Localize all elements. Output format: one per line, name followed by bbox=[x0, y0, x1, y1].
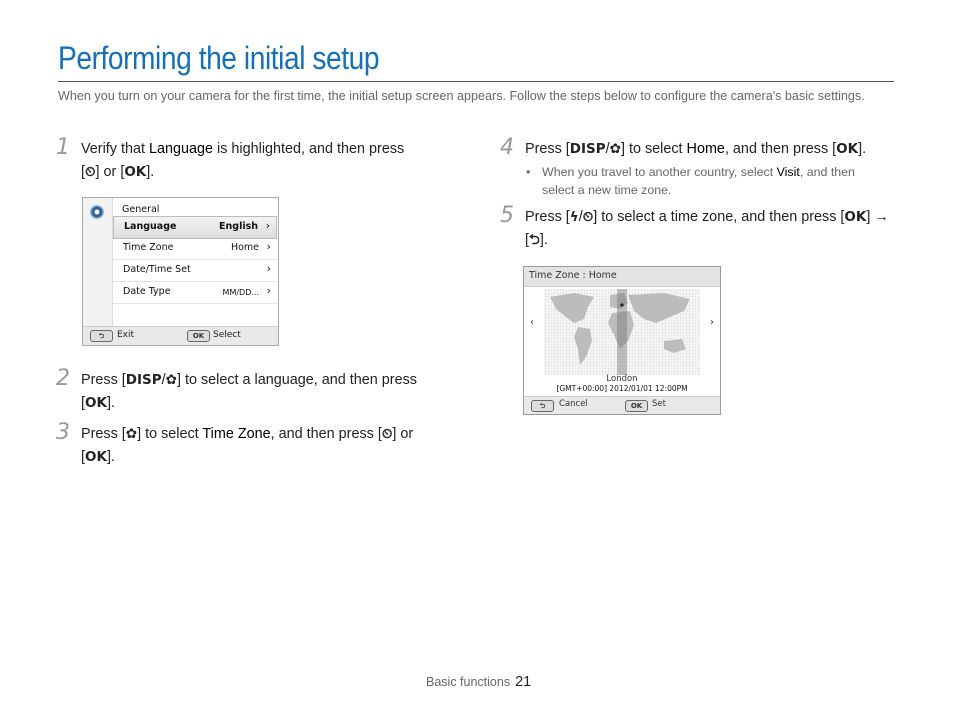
time-zone-header bbox=[524, 267, 720, 287]
exit-label: Exit bbox=[117, 330, 135, 340]
step-text: ] to select bbox=[137, 426, 203, 442]
note-emphasis: Visit bbox=[776, 165, 800, 179]
menu-row-value: MM/DD... bbox=[222, 288, 259, 297]
back-icon: ⮌ bbox=[531, 400, 554, 412]
ok-icon: OK bbox=[187, 330, 210, 342]
gmt-readout: [GMT+00:00] 2012/01/01 12:00PM bbox=[556, 384, 688, 393]
step-text: ]. bbox=[539, 232, 548, 248]
flash-key-icon: ϟ bbox=[569, 209, 579, 225]
timer-key-icon: ⏲ bbox=[381, 426, 393, 442]
left-column-lower bbox=[56, 366, 426, 469]
page-number: 21 bbox=[515, 674, 532, 690]
menu-sidebar bbox=[83, 198, 113, 326]
back-key-icon: ⮌ bbox=[529, 232, 540, 248]
chevron-right-icon: › bbox=[266, 240, 271, 253]
step-text: ]. bbox=[146, 164, 155, 180]
city-name: London bbox=[606, 374, 638, 384]
step-4 bbox=[500, 135, 890, 161]
step-2 bbox=[56, 366, 426, 415]
ok-key-icon: OK bbox=[85, 395, 107, 411]
step-number: 3 bbox=[56, 420, 70, 445]
ok-key-icon: OK bbox=[85, 449, 107, 465]
step-number: 5 bbox=[500, 203, 514, 228]
step-text: ]. bbox=[106, 395, 115, 411]
step-text: ]. bbox=[858, 141, 867, 157]
step-5 bbox=[500, 203, 890, 252]
left-column bbox=[56, 135, 426, 184]
chevron-right-icon: › bbox=[266, 262, 271, 275]
step-1 bbox=[56, 135, 426, 184]
step-emphasis: Time Zone bbox=[202, 426, 271, 442]
time-zone-band bbox=[617, 289, 627, 375]
page-title: Performing the initial setup bbox=[58, 40, 380, 76]
title-rule bbox=[58, 81, 894, 82]
disp-key-icon: DISP bbox=[569, 141, 606, 157]
chevron-right-icon: › bbox=[266, 284, 271, 297]
macro-key-icon: ✿ bbox=[125, 426, 138, 442]
ok-key-icon: OK bbox=[844, 209, 867, 225]
step-text: ]. bbox=[106, 449, 115, 465]
note-text: , and then select a new time zone. bbox=[542, 165, 855, 197]
gear-icon bbox=[90, 205, 104, 219]
right-column bbox=[500, 135, 890, 252]
step-text: Press [ bbox=[525, 209, 570, 225]
step-text: Press [ bbox=[81, 372, 126, 388]
step-number: 2 bbox=[56, 366, 70, 391]
menu-row-label: Time Zone bbox=[123, 242, 174, 253]
step-number: 4 bbox=[500, 135, 514, 160]
macro-key-icon: ✿ bbox=[165, 372, 177, 388]
menu-footer bbox=[83, 326, 278, 345]
step-text: / bbox=[605, 141, 610, 157]
step-3 bbox=[56, 420, 426, 469]
step-emphasis: Language bbox=[149, 141, 214, 157]
step-text: Press [ bbox=[525, 141, 570, 157]
section-name: Basic functions bbox=[426, 675, 511, 689]
step-text: Verify that bbox=[81, 141, 149, 157]
intro-paragraph: When you turn on your camera for the first time, the initial setup screen appears. Follow the steps below to configure the camera's basic settings. bbox=[58, 89, 865, 103]
step-text: / bbox=[161, 372, 166, 388]
chevron-right-icon: › bbox=[265, 219, 270, 232]
menu-row-value: English bbox=[219, 221, 258, 232]
bullet: • bbox=[526, 165, 531, 179]
time-zone-screen bbox=[523, 266, 721, 415]
step-text: , and then press [ bbox=[724, 141, 837, 157]
step-emphasis: Home bbox=[686, 141, 725, 157]
world-map bbox=[544, 289, 700, 375]
step-text: / bbox=[578, 209, 583, 225]
step-text: ] or [ bbox=[95, 164, 125, 180]
general-menu-screen bbox=[82, 197, 279, 346]
menu-row-value: Home bbox=[230, 242, 259, 253]
page-footer bbox=[426, 674, 531, 690]
disp-key-icon: DISP bbox=[125, 372, 162, 388]
back-icon: ⮌ bbox=[90, 330, 113, 342]
step-text: , and then press [ bbox=[270, 426, 382, 442]
ok-key-icon: OK bbox=[836, 141, 859, 157]
chevron-right-icon[interactable]: › bbox=[710, 317, 714, 328]
menu-header: General bbox=[122, 204, 160, 215]
macro-key-icon: ✿ bbox=[609, 141, 621, 157]
step-text: Press [ bbox=[81, 426, 126, 442]
note-text: When you travel to another country, select bbox=[542, 165, 777, 179]
ok-key-icon: OK bbox=[124, 164, 147, 180]
time-zone-footer bbox=[524, 396, 720, 414]
menu-row-label: Date/Time Set bbox=[123, 264, 191, 275]
step-text: ] → [ bbox=[525, 209, 889, 248]
location-marker-icon bbox=[620, 303, 623, 306]
cancel-label: Cancel bbox=[559, 399, 588, 409]
ok-icon: OK bbox=[625, 400, 648, 412]
menu-row-language[interactable] bbox=[113, 216, 277, 239]
select-label: Select bbox=[213, 330, 241, 340]
step-text: ] to select a time zone, and then press [ bbox=[593, 209, 845, 225]
time-zone-title: Time Zone : Home bbox=[529, 270, 617, 281]
menu-row-label: Language bbox=[124, 221, 177, 232]
step-4-note bbox=[500, 163, 890, 199]
timer-key-icon: ⏲ bbox=[85, 164, 96, 180]
step-text: is highlighted, and then press [ bbox=[81, 141, 405, 180]
set-label: Set bbox=[652, 399, 666, 409]
menu-row-label: Date Type bbox=[123, 286, 171, 297]
step-text: ] to select bbox=[620, 141, 687, 157]
menu-row-time-zone[interactable] bbox=[113, 238, 277, 260]
step-text: ] to select a language, and then press [ bbox=[81, 372, 417, 411]
menu-row-date-type[interactable] bbox=[113, 282, 277, 304]
timer-key-icon: ⏲ bbox=[582, 209, 594, 225]
menu-row-date-time-set[interactable] bbox=[113, 260, 277, 282]
chevron-left-icon[interactable]: ‹ bbox=[530, 317, 534, 328]
step-number: 1 bbox=[56, 135, 70, 160]
step-text: ] or [ bbox=[81, 426, 414, 465]
